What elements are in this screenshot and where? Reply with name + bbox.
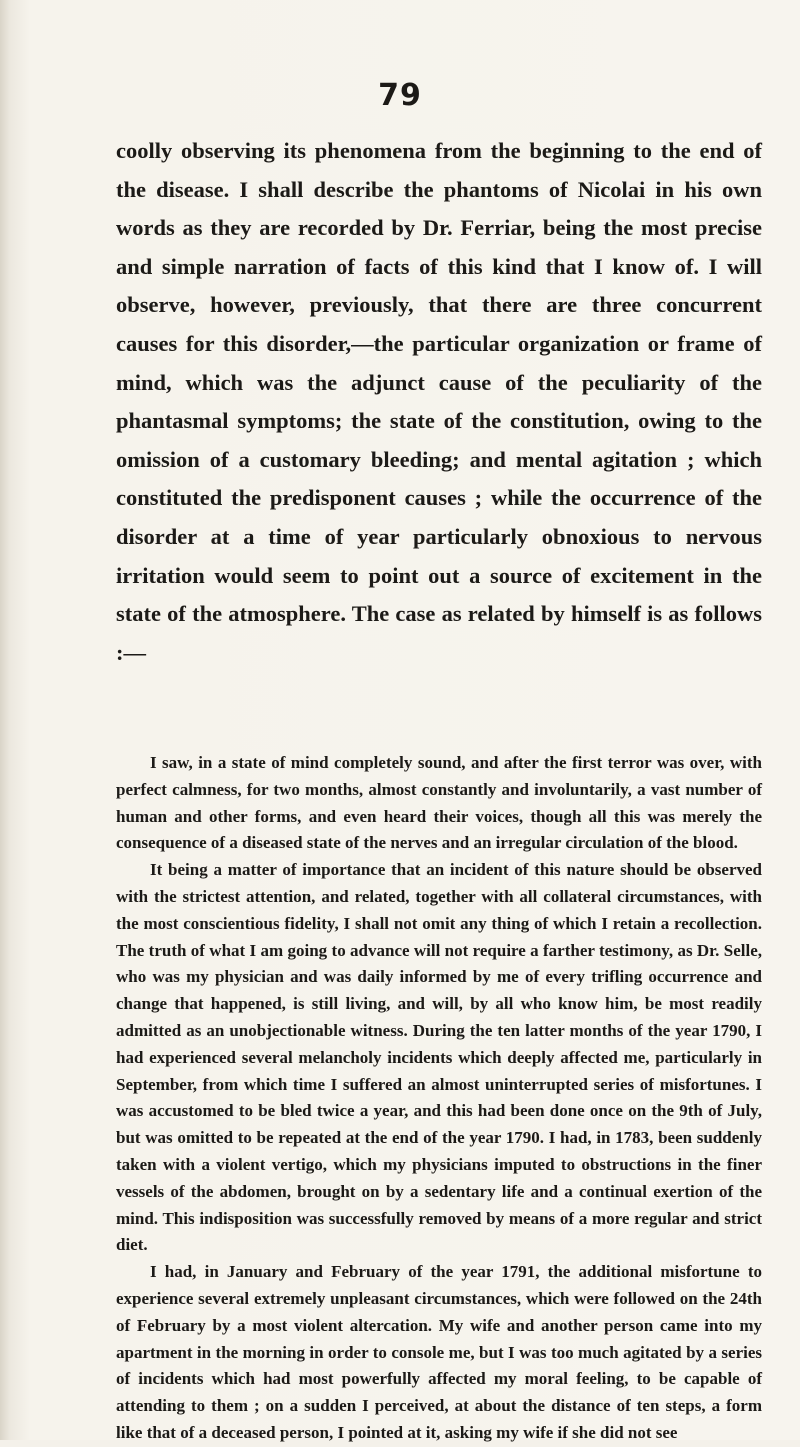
page-number: 79 [378, 78, 422, 113]
quote-paragraph-2: It being a matter of importance that an incident of this nature should be observed with the strictest attention, and related, together with all collateral circumstances, with the most conscientious fidelity, I shall not omit any thing of which I retain a recollection. The truth of what I am going to advance will not require a farther testimony, as Dr. Selle, who was my physician and was daily informed by me of every trifling occurrence and change that happened, is still living, and will, by all who know him, be most readily admitted as an unobjectionable witness. During the ten latter months of the year 1790, I had experienced several melancholy incidents which deeply affected me, particularly in September, from which time I suffered an almost uninterrupted series of misfortunes. I was accustomed to be bled twice a year, and this had been done once on the 9th of July, but was omitted to be repeated at the end of the year 1790. I had, in 1783, been suddenly taken with a violent vertigo, which my physicians imputed to obstructions in the finer vessels of the abdomen, brought on by a sedentary life and a continual exertion of the mind. This indisposition was successfully removed by means of a more regular and strict diet. [116, 860, 762, 1255]
intro-text [116, 132, 762, 672]
intro-paragraph: coolly observing its phenomena from the beginning to the end of the disease. I shall describe the phantoms of Nicolai in his own words as they are recorded by Dr. Ferriar, being the most precise and simple narration of facts of this kind that I know of. I will observe, however, previously, that there are three concurrent causes for this disorder,—the particular organization or frame of mind, which was the adjunct cause of the peculiarity of the phantasmal symptoms; the state of the constitution, owing to the omission of a customary bleeding; and mental agitation ; which constituted the predisponent causes ; while the occurrence of the disorder at a time of year particularly obnoxious to nervous irritation would seem to point out a source of excitement in the state of the atmosphere. The case as related by himself is as follows :— [116, 138, 762, 665]
nicolai-quotation [116, 750, 762, 1447]
quote-paragraph-1: I saw, in a state of mind completely sound, and after the first terror was over, with perfect calmness, for two months, almost constantly and involuntarily, a vast number of human and other forms, and even heard their voices, though all this was merely the consequence of a diseased state of the nerves and an irregular circulation of the blood. [116, 753, 762, 853]
quote-paragraph-3: I had, in January and February of the year 1791, the additional misfortune to experience several extremely unpleasant circumstances, which were followed on the 24th of February by a most violent altercation. My wife and another person came into my apartment in the morning in order to console me, but I was too much agitated by a series of incidents which had most powerfully affected my moral feeling, to be capable of attending to them ; on a sudden I perceived, at about the distance of ten steps, a form like that of a deceased person, I pointed at it, asking my wife if she did not see [116, 1262, 762, 1442]
